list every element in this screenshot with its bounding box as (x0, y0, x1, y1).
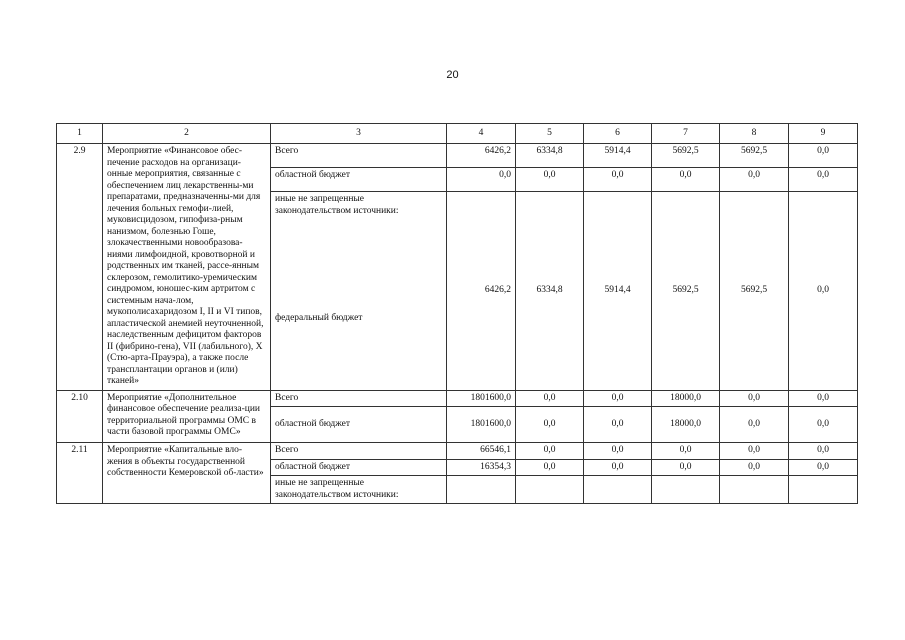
source-label: Всего (271, 390, 447, 407)
header-col-4: 4 (447, 124, 516, 144)
value-cell: 0,0 (789, 144, 858, 168)
value-cell: 5914,4 (584, 144, 652, 168)
header-col-8: 8 (720, 124, 789, 144)
value-cell: 6426,2 (447, 144, 516, 168)
value-cell: 0,0 (516, 407, 584, 443)
source-label: Всего (271, 443, 447, 460)
table-row (57, 144, 858, 168)
value-cell: 0,0 (516, 168, 584, 192)
header-col-2: 2 (103, 124, 271, 144)
row-description: Мероприятие «Дополнительное финансовое обеспечение реализа-ции территориальной программы ОМС в части базовой программы ОМС» (103, 390, 271, 443)
header-col-3: 3 (271, 124, 447, 144)
value-cell: 0,0 (516, 443, 584, 460)
value-cell: 0,0 (789, 168, 858, 192)
page-number: 20 (446, 69, 459, 81)
value-cell: 0,0 (720, 168, 789, 192)
value-cell: 16354,3 (447, 459, 516, 476)
value-cell: 0,0 (789, 390, 858, 407)
table-row (57, 443, 858, 460)
value-cell: 0,0 (516, 390, 584, 407)
value-cell: 0,0 (789, 443, 858, 460)
source-combined (271, 192, 447, 390)
value-cell: 6334,8 (516, 144, 584, 168)
value-cell (789, 476, 858, 504)
value-cell: 18000,0 (652, 390, 720, 407)
row-number: 2.10 (57, 390, 103, 443)
value-cell: 6334,8 (516, 192, 584, 390)
value-cell (584, 476, 652, 504)
value-cell: 0,0 (789, 459, 858, 476)
source-label: иные не запрещенные законодательством источники: (275, 194, 399, 216)
value-cell: 0,0 (516, 459, 584, 476)
value-cell: 0,0 (789, 407, 858, 443)
value-cell: 0,0 (720, 443, 789, 460)
value-cell: 5914,4 (584, 192, 652, 390)
source-label: федеральный бюджет (275, 313, 363, 324)
value-cell: 6426,2 (447, 192, 516, 390)
value-cell: 0,0 (584, 390, 652, 407)
row-description: Мероприятие «Финансовое обес-печение расходов на организаци-онные мероприятия, связанные с обеспечением лиц лекарственны-ми препаратами, предназначенны-ми для лечения больных гемофи-лией, муковисцидозом, гипофиза-рным нанизмом, болезнью Гоше, злокачественными новообразова-ниями лимфоидной, кровотворной и родственных им тканей, рассе-янным склерозом, гемолитико-уремическим синдромом, юношес-ким артритом с системным нача-лом, мукополисахаридозом I, II и VI типов, апластической анемией неуточненной, наследственным дефицитом факторов II (фибрино-гена), VII (лабильного), X (Стю-арта-Прауэра), а также после трансплантации органов и (или) тканей» (103, 144, 271, 391)
value-cell: 5692,5 (720, 192, 789, 390)
source-label: областной бюджет (271, 168, 447, 192)
source-label: областной бюджет (271, 459, 447, 476)
value-cell: 0,0 (720, 459, 789, 476)
value-cell: 0,0 (447, 168, 516, 192)
value-cell: 0,0 (720, 407, 789, 443)
header-row (57, 124, 858, 144)
row-number: 2.11 (57, 443, 103, 504)
value-cell: 0,0 (652, 443, 720, 460)
value-cell (652, 476, 720, 504)
source-label: областной бюджет (271, 407, 447, 443)
value-cell (720, 476, 789, 504)
value-cell: 0,0 (720, 390, 789, 407)
row-number: 2.9 (57, 144, 103, 391)
header-col-9: 9 (789, 124, 858, 144)
row-description: Мероприятие «Капитальные вло-жения в объекты государственной собственности Кемеровской об-ласти» (103, 443, 271, 504)
value-cell: 5692,5 (720, 144, 789, 168)
value-cell: 0,0 (584, 459, 652, 476)
header-col-1: 1 (57, 124, 103, 144)
value-cell: 5692,5 (652, 192, 720, 390)
value-cell (516, 476, 584, 504)
source-label: Всего (271, 144, 447, 168)
header-col-7: 7 (652, 124, 720, 144)
value-cell: 0,0 (584, 168, 652, 192)
value-cell: 18000,0 (652, 407, 720, 443)
table-row (57, 390, 858, 407)
source-label: иные не запрещенные законодательством источники: (271, 476, 447, 504)
value-cell: 0,0 (789, 192, 858, 390)
value-cell: 0,0 (652, 459, 720, 476)
value-cell: 66546,1 (447, 443, 516, 460)
header-col-6: 6 (584, 124, 652, 144)
value-cell: 0,0 (652, 168, 720, 192)
value-cell: 5692,5 (652, 144, 720, 168)
budget-table (56, 123, 858, 504)
value-cell: 1801600,0 (447, 407, 516, 443)
value-cell: 0,0 (584, 407, 652, 443)
value-cell (447, 476, 516, 504)
value-cell: 1801600,0 (447, 390, 516, 407)
value-cell: 0,0 (584, 443, 652, 460)
header-col-5: 5 (516, 124, 584, 144)
